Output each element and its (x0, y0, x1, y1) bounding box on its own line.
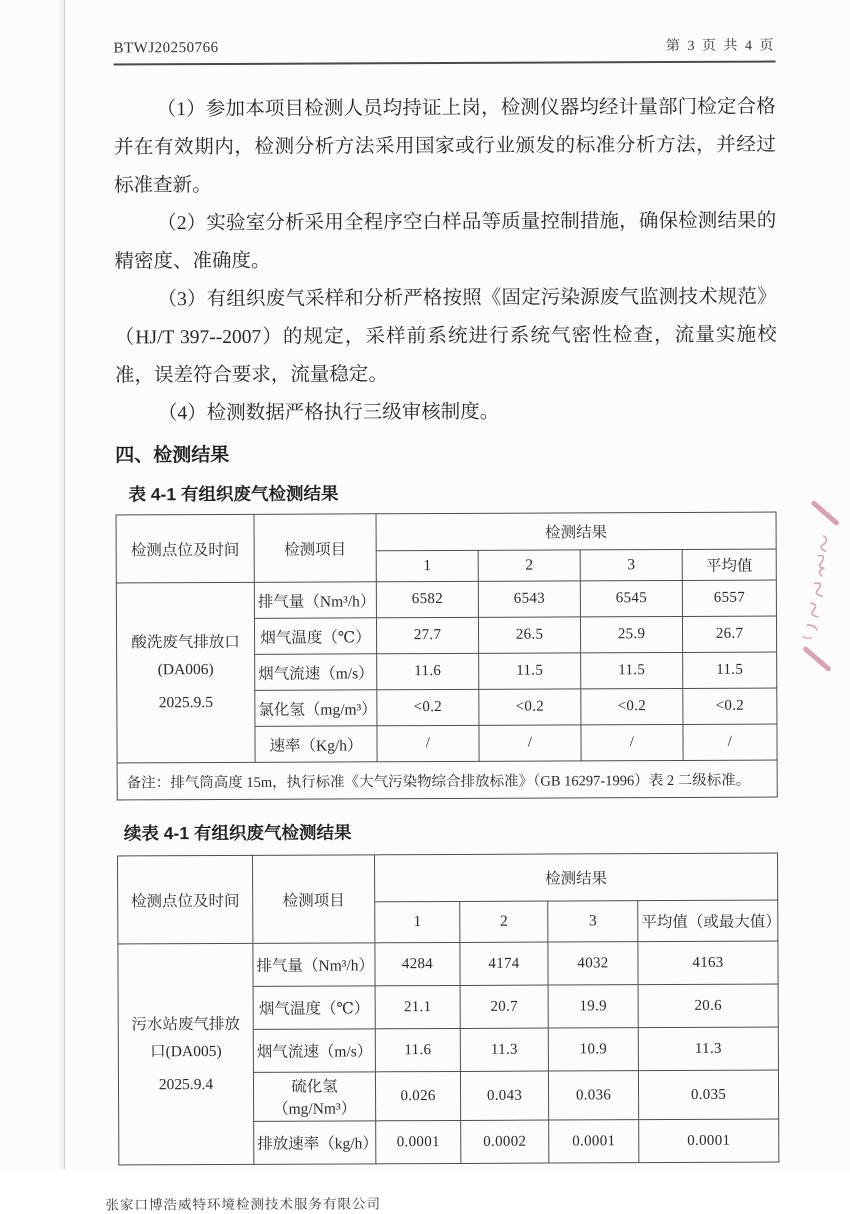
value-cell: 20.6 (638, 984, 778, 1028)
page-edge-shadow (0, 0, 65, 1169)
body-text (114, 89, 777, 434)
value-cell: 11.5 (479, 653, 581, 689)
value-cell: 6545 (580, 580, 682, 616)
document-header (113, 35, 775, 66)
table1-header-item: 检测项目 (254, 514, 376, 583)
item-label: 排放速率（kg/h） (254, 1121, 376, 1165)
table-row (118, 941, 778, 987)
paragraph-3: （3）有组织废气采样和分析严格按照《固定污染源废气监测技术规范》（HJ/T 397--2007）的规定，采样前系统进行系统气密性检查，流量实施校准，误差符合要求，流量稳定。 (114, 286, 777, 387)
table1-note: 备注：排气筒高度 15m，执行标准《大气污染物综合排放标准》（GB 16297-1996）表 2 二级标准。 (117, 760, 777, 800)
paragraph-4: （4）检测数据严格执行三级审核制度。 (157, 401, 500, 425)
item-label: 烟气温度（℃） (253, 986, 375, 1030)
table2-header-avg: 平均值（或最大值） (638, 900, 778, 942)
table1-header-run3: 3 (580, 549, 682, 580)
point-line-2: 口(DA005) (150, 1042, 222, 1060)
table2-header-run1: 1 (375, 901, 460, 942)
table2-header-item: 检测项目 (253, 855, 375, 944)
value-cell: <0.2 (581, 688, 683, 724)
table1-caption: 表 4-1 有组织废气检测结果 (128, 483, 339, 505)
value-cell: 26.5 (478, 617, 580, 653)
table1-header-run1: 1 (376, 550, 478, 581)
value-cell: 0.0001 (376, 1120, 461, 1163)
report-number: BTWJ20250766 (113, 39, 219, 57)
value-cell: <0.2 (479, 689, 581, 725)
item-label: 排气量（Nm³/h） (253, 943, 375, 987)
item-label: 氯化氢（mg/m³） (255, 690, 377, 727)
table2-header-run3: 3 (548, 901, 638, 942)
value-cell: 4174 (460, 942, 548, 985)
value-cell: 6557 (682, 580, 776, 616)
value-cell: 4284 (375, 942, 460, 985)
value-cell: 0.036 (548, 1071, 638, 1120)
point-line-2: (DA006) (157, 661, 214, 679)
value-cell: 20.7 (460, 985, 548, 1028)
table1-sampling-point (116, 582, 255, 763)
table2-emission-results-continued (117, 853, 779, 1166)
value-cell: <0.2 (377, 689, 479, 725)
value-cell: 11.3 (638, 1027, 778, 1071)
table1-emission-results (116, 512, 778, 801)
value-cell: <0.2 (683, 688, 777, 724)
red-stamp-mark (798, 492, 844, 682)
value-cell: 0.043 (460, 1071, 548, 1120)
table2-header-run2: 2 (460, 901, 548, 942)
table1-header-point: 检测点位及时间 (116, 514, 254, 583)
value-cell: 4163 (638, 941, 778, 985)
page-number: 第 3 页 共 4 页 (665, 38, 776, 55)
value-cell: 25.9 (580, 616, 682, 652)
value-cell: 0.0001 (639, 1119, 779, 1163)
value-cell: 11.5 (581, 652, 683, 688)
value-cell: 0.0002 (461, 1120, 549, 1163)
table2-caption: 续表 4-1 有组织废气检测结果 (123, 822, 352, 844)
table1-header-run2: 2 (478, 550, 580, 581)
item-label: 烟气流速（m/s） (253, 1029, 375, 1073)
value-cell: 27.7 (376, 617, 478, 653)
point-line-1: 污水站废气排放 (131, 1015, 241, 1033)
value-cell: / (683, 724, 777, 760)
point-date: 2025.9.4 (158, 1075, 214, 1093)
value-cell: / (479, 725, 581, 761)
paragraph-1: （1）参加本项目检测人员均持证上岗，检测仪器均经计量部门检定合格并在有效期内，检测分析方法采用国家或行业颁发的标准分析方法，并经过标准查新。 (113, 96, 776, 197)
value-cell: 0.0001 (549, 1120, 639, 1163)
value-cell: 21.1 (375, 985, 460, 1028)
value-cell: / (377, 725, 479, 761)
value-cell: 11.6 (377, 653, 479, 689)
value-cell: 11.5 (683, 652, 777, 688)
company-name: 张家口博浩威特环境检测技术服务有限公司 (105, 1196, 382, 1213)
value-cell: 10.9 (548, 1028, 638, 1071)
value-cell: / (581, 724, 683, 760)
paragraph-2: （2）实验室分析采用全程序空白样品等质量控制措施，确保检测结果的精密度、准确度。 (114, 210, 777, 273)
item-label: 烟气流速（m/s） (255, 654, 377, 691)
item-label: 烟气温度（℃） (254, 618, 376, 655)
value-cell: 11.3 (460, 1028, 548, 1071)
value-cell: 0.026 (375, 1071, 460, 1120)
item-label: 硫化氢（mg/Nm³） (253, 1072, 375, 1122)
value-cell: 6582 (376, 581, 478, 617)
value-cell: 4032 (548, 942, 638, 985)
page-content (105, 35, 781, 1214)
value-cell: 0.035 (638, 1070, 778, 1120)
item-label: 排气量（Nm³/h） (254, 582, 376, 619)
value-cell: 6543 (478, 581, 580, 617)
value-cell: 26.7 (682, 616, 776, 652)
value-cell: 11.6 (375, 1028, 460, 1071)
table1-header-avg: 平均值 (682, 549, 776, 580)
section-heading: 四、检测结果 (115, 444, 230, 467)
point-line-1: 酸洗废气排放口 (131, 633, 240, 652)
item-label: 速率（Kg/h） (255, 726, 377, 763)
value-cell: 19.9 (548, 985, 638, 1028)
table2-sampling-point (118, 943, 254, 1165)
table2-header-point: 检测点位及时间 (118, 855, 253, 944)
table-row (116, 580, 776, 619)
table1-header-results: 检测结果 (376, 512, 776, 551)
table2-header-results: 检测结果 (375, 853, 778, 902)
point-date: 2025.9.5 (158, 694, 214, 712)
